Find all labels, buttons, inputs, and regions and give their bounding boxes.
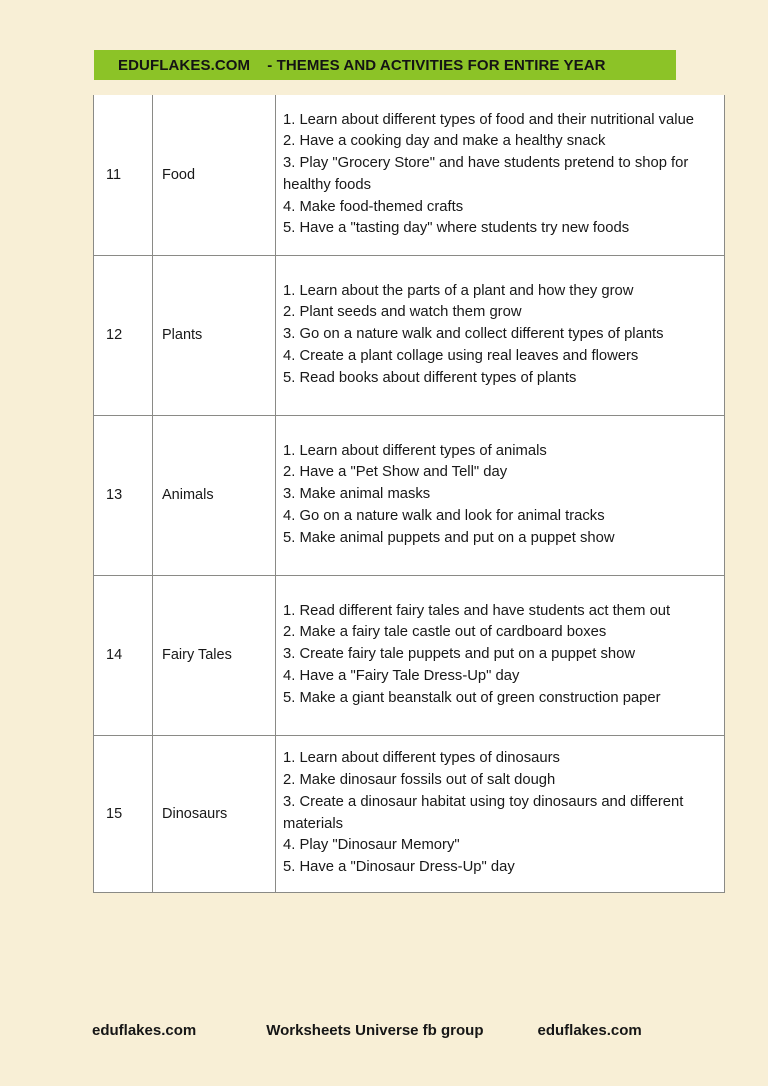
row-activities-cell (276, 415, 725, 575)
themes-table-wrapper (93, 95, 724, 893)
activity-item: 5. Have a "tasting day" where students try new foods (283, 220, 630, 237)
table-row (94, 575, 725, 735)
activity-item: 4. Have a "Fairy Tale Dress-Up" day (283, 667, 520, 684)
activity-item: 2. Plant seeds and watch them grow (283, 304, 522, 321)
activity-item: 5. Make animal puppets and put on a puppet show (283, 529, 615, 546)
activity-item: 3. Go on a nature walk and collect different types of plants (283, 326, 664, 343)
activity-item: 5. Read books about different types of plants (283, 369, 577, 386)
activity-item: 4. Make food-themed crafts (283, 198, 464, 215)
row-activities-cell (276, 95, 725, 255)
activity-list (283, 601, 718, 710)
table-row (94, 255, 725, 415)
activity-item: 4. Go on a nature walk and look for animal tracks (283, 507, 605, 524)
activity-item: 1. Learn about different types of dinosaurs (283, 750, 560, 767)
activity-item: 3. Create a dinosaur habitat using toy dinosaurs and different materials (283, 793, 684, 832)
row-number-cell: 14 (94, 575, 153, 735)
themes-table (93, 95, 725, 893)
footer-right-label: eduflakes.com (537, 1021, 642, 1039)
activity-item: 1. Read different fairy tales and have students act them out (283, 602, 671, 619)
activity-item: 3. Play "Grocery Store" and have students pretend to shop for healthy foods (283, 155, 689, 193)
table-row (94, 415, 725, 575)
activity-item: 4. Play "Dinosaur Memory" (283, 837, 460, 854)
row-activities-cell (276, 735, 725, 892)
activity-list (283, 281, 718, 390)
page-footer (92, 1018, 692, 1042)
activity-item: 5. Make a giant beanstalk out of green construction paper (283, 689, 661, 706)
banner-title: EDUFLAKES.COM - THEMES AND ACTIVITIES FOR ENTIRE YEAR (118, 56, 606, 74)
activity-item: 3. Create fairy tale puppets and put on a puppet show (283, 646, 636, 663)
table-row (94, 95, 725, 255)
row-number-cell: 13 (94, 415, 153, 575)
activity-item: 1. Learn about the parts of a plant and how they grow (283, 282, 634, 299)
table-row (94, 735, 725, 892)
row-theme-cell: Fairy Tales (153, 575, 276, 735)
row-activities-cell (276, 575, 725, 735)
row-activities-cell (276, 255, 725, 415)
activity-item: 2. Have a cooking day and make a healthy snack (283, 133, 606, 150)
row-number-cell: 15 (94, 735, 153, 892)
activity-item: 3. Make animal masks (283, 486, 431, 503)
activity-item: 2. Have a "Pet Show and Tell" day (283, 464, 508, 481)
row-number-cell: 11 (94, 95, 153, 255)
row-theme-cell: Food (153, 95, 276, 255)
header-banner (94, 50, 676, 80)
row-theme-cell: Dinosaurs (153, 735, 276, 892)
row-number-cell: 12 (94, 255, 153, 415)
activity-item: 1. Learn about different types of food and their nutritional value (283, 111, 695, 128)
activity-item: 4. Create a plant collage using real leaves and flowers (283, 347, 639, 364)
themes-table-body (94, 95, 725, 892)
row-theme-cell: Plants (153, 255, 276, 415)
activity-item: 5. Have a "Dinosaur Dress-Up" day (283, 859, 515, 875)
footer-left-label: eduflakes.com (92, 1021, 197, 1039)
activity-item: 2. Make a fairy tale castle out of cardboard boxes (283, 624, 607, 641)
footer-center-label: Worksheets Universe fb group (266, 1021, 484, 1039)
activity-list (283, 748, 718, 879)
row-theme-cell: Animals (153, 415, 276, 575)
activity-list (283, 110, 718, 241)
activity-item: 1. Learn about different types of animals (283, 442, 547, 459)
activity-list (283, 441, 718, 550)
activity-item: 2. Make dinosaur fossils out of salt dough (283, 772, 556, 788)
